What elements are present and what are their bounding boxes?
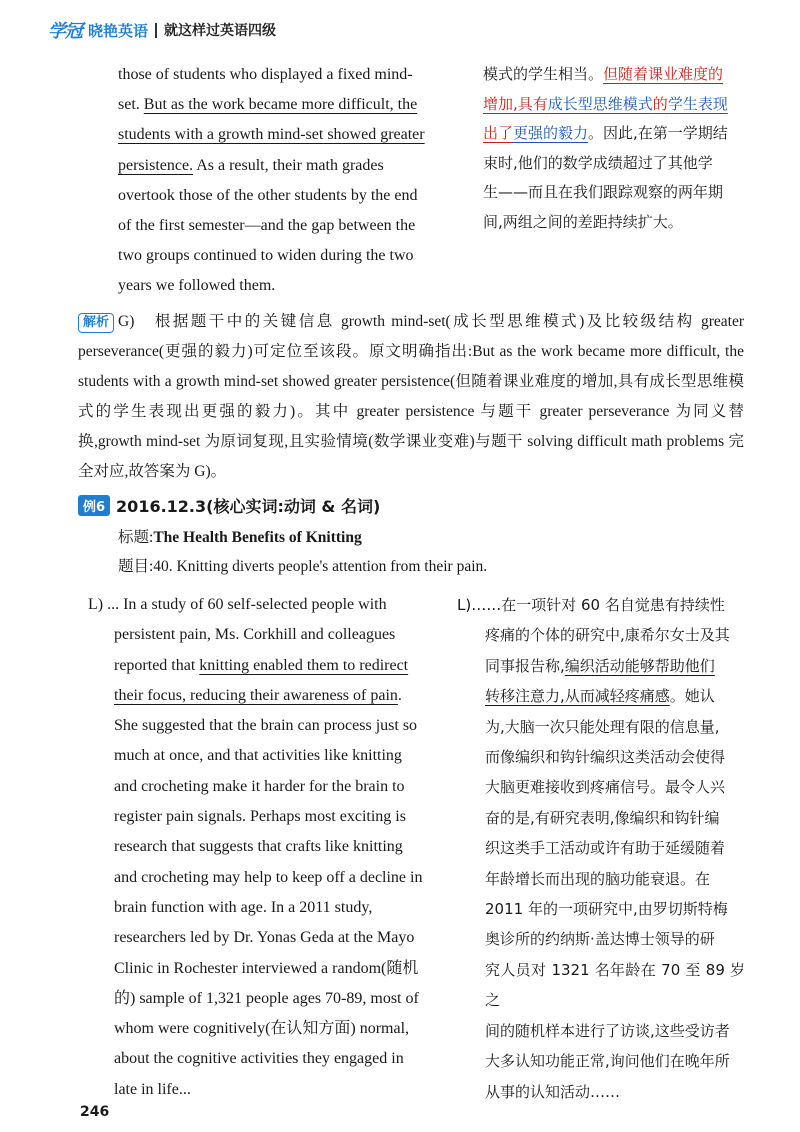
example-heading xyxy=(78,494,380,517)
text-line: 而像编织和钩针编织这类活动会使得 xyxy=(485,748,726,767)
text-line: 从事的认知活动…… xyxy=(485,1082,621,1101)
book-subtitle: 就这样过英语四级 xyxy=(164,23,277,39)
text-line: 出了更强的毅力。因此,在第一学期结 xyxy=(483,124,728,143)
passage2-english xyxy=(88,590,440,1105)
text-line: 大脑更难接收到疼痛信号。最令人兴 xyxy=(485,778,726,797)
text-line: set. But as the work became more difficult, the xyxy=(118,96,418,114)
analysis-text: G) 根据题干中的关键信息 growth mind-set(成长型思维模式)及比较级结构 greater perseverance(更强的毅力)可定位至该段。原文明确指出:But as the work became more difficult, the students with a growth mind-set showed greater persistence(但随着课业难度的增加,具有成长型思维模式的学生表现出更强的毅力)。其中 greater persistence 与题干 greater perseverance 为同义替换,growth mind-set 为原词复现,且实验情境(数学课业变难)与题干 solving difficult math problems 完全对应,故答案为 G)。 xyxy=(78,313,744,480)
header-divider xyxy=(155,23,157,38)
text-line: 年龄增长而出现的脑功能衰退。在 xyxy=(485,869,711,888)
text-line: register pain signals. Perhaps most exciting is xyxy=(114,808,406,826)
text-line: reported that knitting enabled them to redirect xyxy=(114,656,409,674)
text-line: 究人员对 1321 名年龄在 70 至 89 岁之 xyxy=(485,960,745,1010)
text-line: researchers led by Dr. Yonas Geda at the Mayo xyxy=(114,929,415,947)
article-title: 标题:The Health Benefits of Knitting xyxy=(118,529,362,546)
brand-name: 晓艳英语 xyxy=(88,21,149,40)
passage2-chinese xyxy=(457,590,745,1107)
passage1-chinese xyxy=(483,60,745,238)
text-line: about the cognitive activities they engaged in xyxy=(114,1050,404,1068)
underlined-key-sentence: their focus, reducing their awareness of pain xyxy=(114,686,398,704)
page-header xyxy=(48,16,276,44)
underlined-key-sentence: persistence. xyxy=(118,156,194,174)
text-line: 同事报告称,编织活动能够帮助他们 xyxy=(485,656,715,675)
text-line: 模式的学生相当。但随着课业难度的 xyxy=(483,65,724,83)
text-line: and crocheting may help to keep off a decline in xyxy=(114,868,423,886)
red-underlined-phrase: 但随着课业难度的 xyxy=(603,65,724,83)
text-line: 间的随机样本进行了访谈,这些受访者 xyxy=(485,1021,730,1040)
text-line: Clinic in Rochester interviewed a random(随机 xyxy=(114,959,419,977)
page-number: 246 xyxy=(80,1104,110,1120)
text-line: 奋的是,有研究表明,像编织和钩针编 xyxy=(485,808,720,827)
text-line: years we followed them. xyxy=(118,277,276,295)
underlined-key-phrase: 转移注意力,从而减轻疼痛感 xyxy=(485,687,670,706)
text-line: and crocheting make it harder for the brain to xyxy=(114,777,405,795)
logo xyxy=(48,17,148,43)
text-line: 束时,他们的数学成绩超过了其他学 xyxy=(483,153,713,172)
underlined-key-sentence: knitting enabled them to redirect xyxy=(199,656,409,674)
text-line: L) ... In a study of 60 self-selected people with xyxy=(88,596,387,613)
text-line: of the first semester—and the gap between the xyxy=(118,217,416,235)
text-line: research that suggests that crafts like knitting xyxy=(114,838,403,856)
text-line: persistent pain, Ms. Corkhill and colleagues xyxy=(114,626,396,644)
text-line: 生——而且在我们跟踪观察的两年期 xyxy=(483,183,724,202)
text-line: their focus, reducing their awareness of pain. xyxy=(114,686,402,704)
analysis-tag: 解析 xyxy=(78,313,114,333)
analysis-paragraph xyxy=(78,307,744,487)
text-line: brain function with age. In a 2011 study, xyxy=(114,898,373,916)
blue-key-phrase: 更强的毅力 xyxy=(513,124,589,143)
example-label: 2016.12.3(核心实词:动词 & 名词) xyxy=(116,497,381,516)
question-text: 题目:40. Knitting diverts people's attention from their pain. xyxy=(118,558,488,575)
underlined-key-sentence: But as the work became more difficult, the xyxy=(143,96,418,114)
text-line: 疼痛的个体的研究中,康希尔女士及其 xyxy=(485,626,730,645)
text-line: two groups continued to widen during the two xyxy=(118,247,414,265)
text-line: 奥诊所的约纳斯·盖达博士领导的研 xyxy=(485,930,715,949)
text-line: 间,两组之间的差距持续扩大。 xyxy=(483,212,683,231)
text-line: late in life... xyxy=(114,1080,191,1098)
text-line: 织这类手工活动或许有助于延缓随着 xyxy=(485,839,726,858)
text-line: She suggested that the brain can process just so xyxy=(114,717,418,735)
text-line: L)……在一项针对 60 名自觉患有持续性 xyxy=(457,596,725,614)
text-line: 增加,具有成长型思维模式的学生表现 xyxy=(483,94,728,113)
underlined-key-phrase: 编织活动能够帮助他们 xyxy=(564,656,715,675)
passage1-english xyxy=(118,60,440,302)
text-line: 转移注意力,从而减轻疼痛感。她认 xyxy=(485,687,715,706)
text-line: overtook those of the other students by the end xyxy=(118,186,418,204)
text-line: whom were cognitively(在认知方面) normal, xyxy=(114,1020,410,1038)
text-line: those of students who displayed a fixed mind- xyxy=(118,66,413,83)
text-line: 为,大脑一次只能处理有限的信息量, xyxy=(485,717,720,736)
text-line: 大多认知功能正常,询问他们在晚年所 xyxy=(485,1052,730,1071)
logo-mark: 学冠 xyxy=(48,21,82,42)
blue-key-phrase: 成长型思维模式 xyxy=(547,94,653,113)
blue-key-phrase: 学生表现 xyxy=(667,94,728,113)
text-line: persistence. As a result, their math grades xyxy=(118,156,384,174)
text-line: 2011 年的一项研究中,由罗切斯特梅 xyxy=(485,900,728,919)
underlined-key-sentence: students with a growth mind-set showed greater xyxy=(118,126,425,144)
text-line: much at once, and that activities like knitting xyxy=(114,747,402,765)
example-badge: 例6 xyxy=(78,495,110,516)
text-line: 的) sample of 1,321 people ages 70-89, most of xyxy=(114,989,419,1007)
